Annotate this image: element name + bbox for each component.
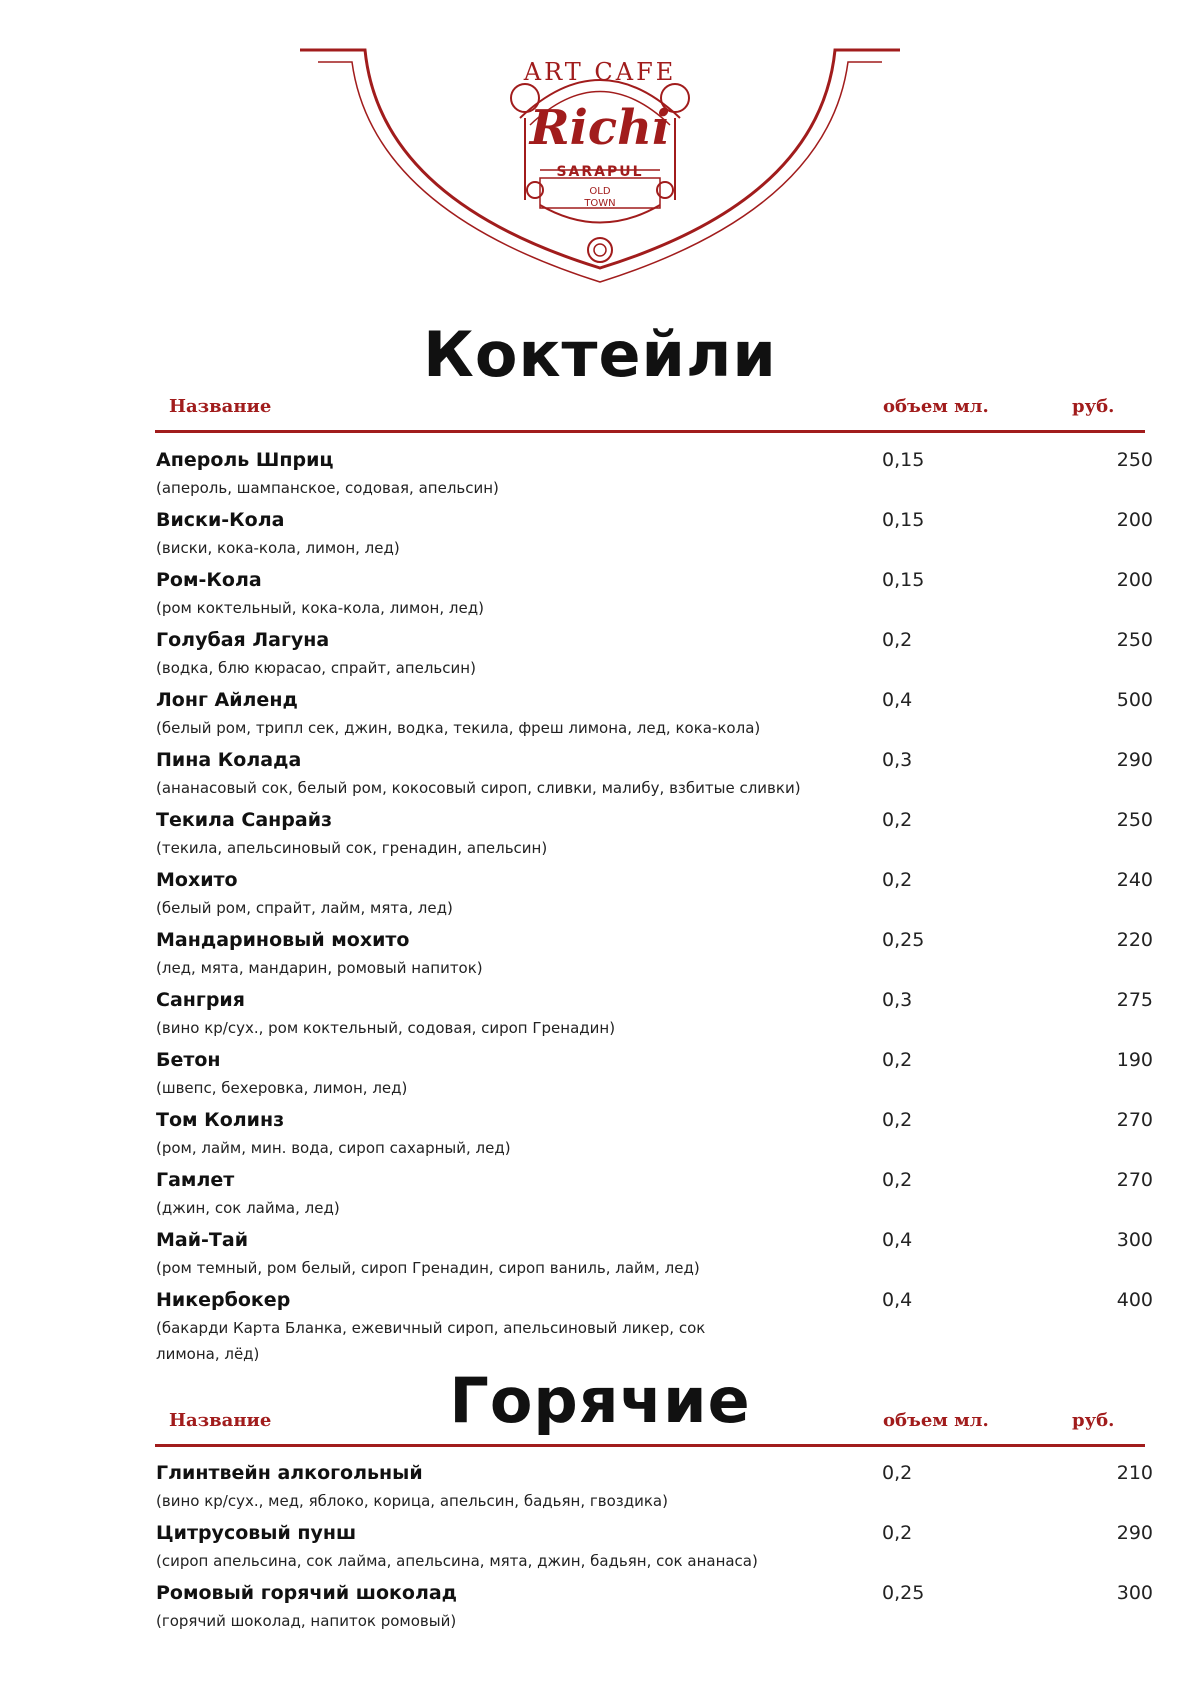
menu-item bbox=[155, 567, 1153, 627]
item-description: (джин, сок лайма, лед) bbox=[156, 1199, 340, 1217]
header-name: Название bbox=[169, 1410, 272, 1431]
menu-item bbox=[155, 747, 1153, 807]
header-price: руб. bbox=[1072, 1410, 1115, 1431]
item-volume: 0,2 bbox=[882, 809, 913, 831]
item-price: 300 bbox=[1116, 1582, 1153, 1604]
item-price: 250 bbox=[1116, 449, 1153, 471]
logo-brand: Richi bbox=[529, 100, 671, 156]
item-description: (вино кр/сух., мед, яблоко, корица, апельсин, бадьян, гвоздика) bbox=[156, 1492, 668, 1510]
header-price: руб. bbox=[1072, 396, 1115, 417]
item-name: Сангрия bbox=[156, 989, 245, 1011]
item-description: (апероль, шампанское, содовая, апельсин) bbox=[156, 479, 499, 497]
item-price: 290 bbox=[1116, 749, 1153, 771]
menu-item bbox=[155, 507, 1153, 567]
item-description: (швепс, бехеровка, лимон, лед) bbox=[156, 1079, 408, 1097]
cocktails-list bbox=[155, 447, 1153, 1375]
item-description: (ананасовый сок, белый ром, кокосовый сироп, сливки, малибу, взбитые сливки) bbox=[156, 779, 801, 797]
item-name: Мандариновый мохито bbox=[156, 929, 410, 951]
cocktails-header-row bbox=[155, 396, 1145, 433]
item-volume: 0,4 bbox=[882, 689, 913, 711]
item-name: Текила Санрайз bbox=[156, 809, 333, 831]
item-description: (вино кр/сух., ром коктельный, содовая, сироп Гренадин) bbox=[156, 1019, 616, 1037]
item-name: Цитрусовый пунш bbox=[156, 1522, 357, 1544]
menu-item bbox=[155, 1520, 1153, 1580]
item-description: (лед, мята, мандарин, ромовый напиток) bbox=[156, 959, 483, 977]
menu-item bbox=[155, 867, 1153, 927]
item-price: 200 bbox=[1116, 569, 1153, 591]
item-volume: 0,25 bbox=[882, 929, 925, 951]
item-volume: 0,15 bbox=[882, 509, 925, 531]
item-description: (ром коктельный, кока-кола, лимон, лед) bbox=[156, 599, 484, 617]
cafe-logo bbox=[0, 0, 1200, 300]
item-name: Том Колинз bbox=[156, 1109, 285, 1131]
item-volume: 0,15 bbox=[882, 569, 925, 591]
item-volume: 0,4 bbox=[882, 1289, 913, 1311]
header-volume: объем мл. bbox=[883, 1410, 989, 1431]
item-price: 275 bbox=[1116, 989, 1153, 1011]
item-name: Глинтвейн алкогольный bbox=[156, 1462, 423, 1484]
item-volume: 0,2 bbox=[882, 1522, 913, 1544]
header-name: Название bbox=[169, 396, 272, 417]
item-volume: 0,2 bbox=[882, 629, 913, 651]
item-price: 270 bbox=[1116, 1169, 1153, 1191]
item-name: Мохито bbox=[156, 869, 238, 891]
hot-header-row bbox=[155, 1410, 1145, 1447]
item-name: Виски-Кола bbox=[156, 509, 285, 531]
item-description: (сироп апельсина, сок лайма, апельсина, мята, джин, бадьян, сок ананаса) bbox=[156, 1552, 758, 1570]
item-volume: 0,2 bbox=[882, 1169, 913, 1191]
item-price: 250 bbox=[1116, 809, 1153, 831]
menu-item bbox=[155, 447, 1153, 507]
item-price: 290 bbox=[1116, 1522, 1153, 1544]
item-volume: 0,2 bbox=[882, 1109, 913, 1131]
menu-item bbox=[155, 687, 1153, 747]
item-volume: 0,25 bbox=[882, 1582, 925, 1604]
section-title-cocktails: Коктейли bbox=[423, 318, 777, 391]
item-volume: 0,3 bbox=[882, 989, 913, 1011]
logo-badge-line2: TOWN bbox=[584, 198, 616, 209]
menu-item bbox=[155, 927, 1153, 987]
menu-item bbox=[155, 1167, 1153, 1227]
item-name: Апероль Шприц bbox=[156, 449, 334, 471]
item-volume: 0,3 bbox=[882, 749, 913, 771]
item-description: (белый ром, трипл сек, джин, водка, текила, фреш лимона, лед, кока-кола) bbox=[156, 719, 761, 737]
item-price: 300 bbox=[1116, 1229, 1153, 1251]
item-price: 190 bbox=[1116, 1049, 1153, 1071]
item-price: 250 bbox=[1116, 629, 1153, 651]
item-description: (горячий шоколад, напиток ромовый) bbox=[156, 1612, 457, 1630]
menu-item bbox=[155, 1047, 1153, 1107]
item-name: Май-Тай bbox=[156, 1229, 249, 1251]
item-name: Ром-Кола bbox=[156, 569, 262, 591]
item-price: 200 bbox=[1116, 509, 1153, 531]
item-description: (виски, кока-кола, лимон, лед) bbox=[156, 539, 400, 557]
item-description: (бакарди Карта Бланка, ежевичный сироп, апельсиновый ликер, сок лимона, лёд) bbox=[156, 1319, 706, 1363]
menu-item bbox=[155, 1287, 1153, 1375]
item-name: Лонг Айленд bbox=[156, 689, 298, 711]
menu-item bbox=[155, 627, 1153, 687]
item-volume: 0,4 bbox=[882, 1229, 913, 1251]
item-description: (белый ром, спрайт, лайм, мята, лед) bbox=[156, 899, 453, 917]
item-name: Бетон bbox=[156, 1049, 221, 1071]
item-price: 220 bbox=[1116, 929, 1153, 951]
item-volume: 0,15 bbox=[882, 449, 925, 471]
item-price: 270 bbox=[1116, 1109, 1153, 1131]
item-name: Ромовый горячий шоколад bbox=[156, 1582, 458, 1604]
logo-badge-line1: OLD bbox=[589, 186, 611, 197]
item-volume: 0,2 bbox=[882, 869, 913, 891]
header-volume: объем мл. bbox=[883, 396, 989, 417]
menu-item bbox=[155, 987, 1153, 1047]
hot-list bbox=[155, 1460, 1153, 1640]
item-volume: 0,2 bbox=[882, 1049, 913, 1071]
item-name: Пина Колада bbox=[156, 749, 302, 771]
menu-item bbox=[155, 807, 1153, 867]
item-volume: 0,2 bbox=[882, 1462, 913, 1484]
menu-item bbox=[155, 1580, 1153, 1640]
item-name: Гамлет bbox=[156, 1169, 235, 1191]
logo-city: SARAPUL bbox=[556, 164, 644, 180]
item-name: Никербокер bbox=[156, 1289, 291, 1311]
item-description: (ром, лайм, мин. вода, сироп сахарный, лед) bbox=[156, 1139, 511, 1157]
section-title-hot: Горячие bbox=[449, 1364, 751, 1437]
item-description: (текила, апельсиновый сок, гренадин, апельсин) bbox=[156, 839, 548, 857]
item-price: 240 bbox=[1116, 869, 1153, 891]
item-name: Голубая Лагуна bbox=[156, 629, 330, 651]
item-price: 400 bbox=[1116, 1289, 1153, 1311]
item-description: (ром темный, ром белый, сироп Гренадин, сироп ваниль, лайм, лед) bbox=[156, 1259, 700, 1277]
logo-top-text: ART CAFE bbox=[523, 58, 677, 86]
item-price: 210 bbox=[1116, 1462, 1153, 1484]
item-description: (водка, блю кюрасао, спрайт, апельсин) bbox=[156, 659, 476, 677]
menu-item bbox=[155, 1107, 1153, 1167]
item-price: 500 bbox=[1116, 689, 1153, 711]
menu-item bbox=[155, 1460, 1153, 1520]
menu-item bbox=[155, 1227, 1153, 1287]
